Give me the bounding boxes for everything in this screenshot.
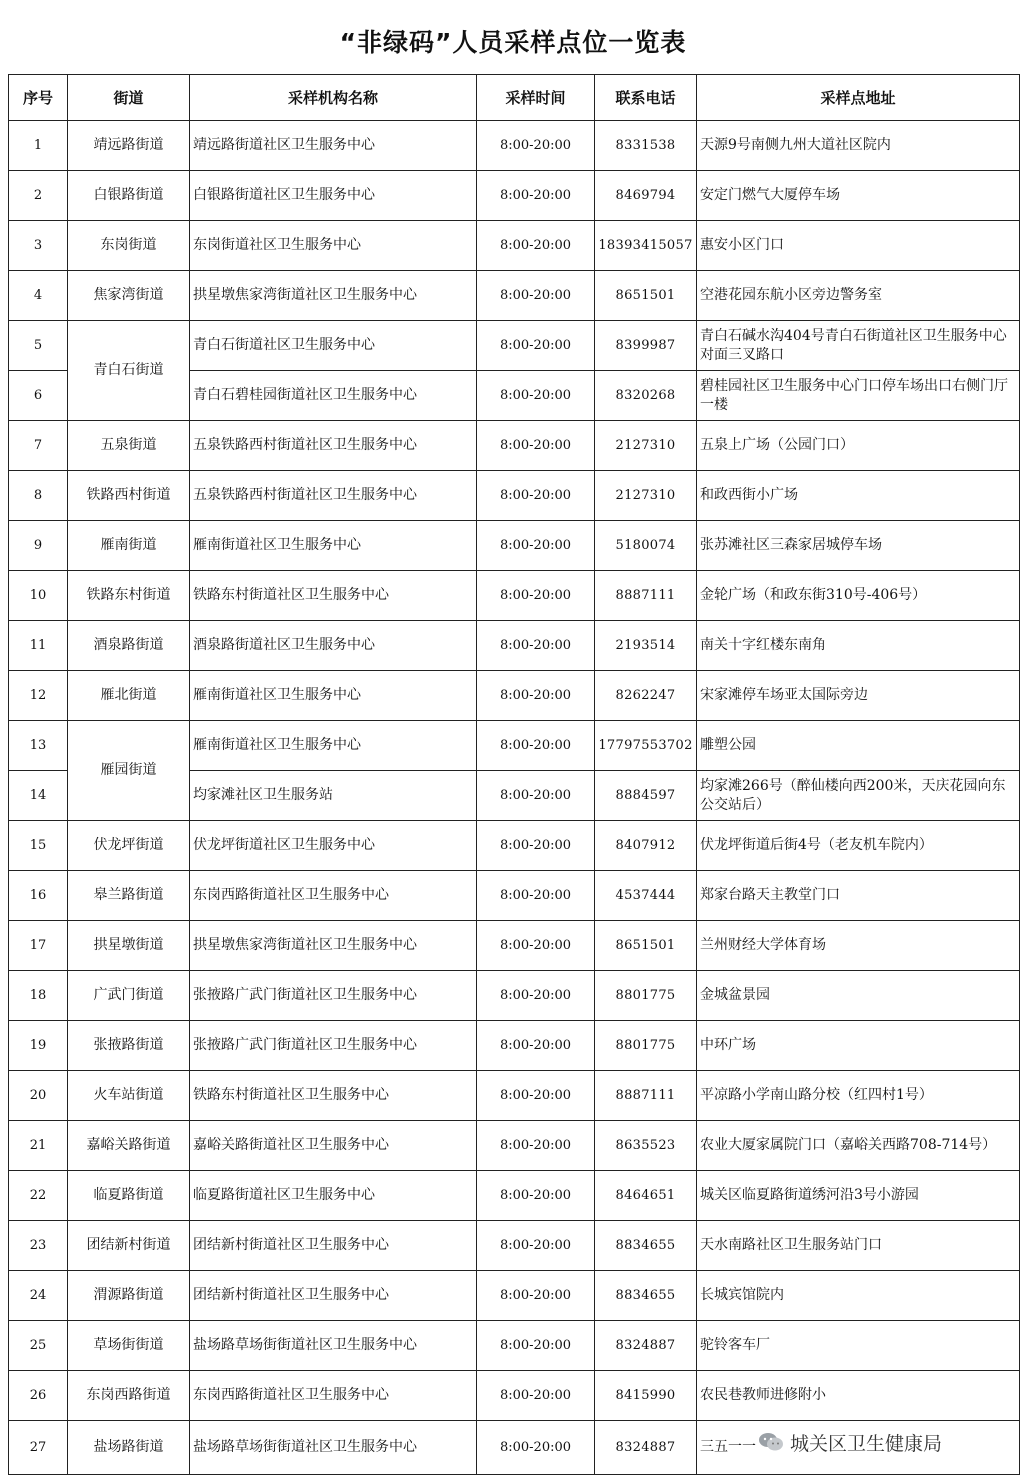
cell-org: 团结新村街道社区卫生服务中心: [190, 1271, 477, 1321]
cell-time: 8:00-20:00: [477, 521, 595, 571]
cell-org: 雁南街道社区卫生服务中心: [190, 721, 477, 771]
cell-phone: 8320268: [595, 371, 697, 421]
table-row: [9, 1271, 1020, 1321]
cell-address: 三五一一: [697, 1421, 1020, 1475]
cell-street: 拱星墩街道: [68, 921, 190, 971]
table-row: [9, 821, 1020, 871]
table-row: [9, 671, 1020, 721]
cell-time: 8:00-20:00: [477, 171, 595, 221]
cell-street: 东岗西路街道: [68, 1371, 190, 1421]
cell-time: 8:00-20:00: [477, 371, 595, 421]
cell-address: 金轮广场（和政东街310号-406号）: [697, 571, 1020, 621]
cell-org: 白银路街道社区卫生服务中心: [190, 171, 477, 221]
header-no: 序号: [9, 75, 68, 121]
cell-phone: 4537444: [595, 871, 697, 921]
cell-street: 五泉街道: [68, 421, 190, 471]
cell-street: 焦家湾街道: [68, 271, 190, 321]
cell-address: 农民巷教师进修附小: [697, 1371, 1020, 1421]
cell-phone: 18393415057: [595, 221, 697, 271]
table-row: [9, 921, 1020, 971]
cell-address: 和政西街小广场: [697, 471, 1020, 521]
cell-street: 雁北街道: [68, 671, 190, 721]
page-title: “非绿码”人员采样点位一览表: [339, 28, 687, 57]
cell-time: 8:00-20:00: [477, 321, 595, 371]
cell-org: 东岗西路街道社区卫生服务中心: [190, 1371, 477, 1421]
cell-address: 天水南路社区卫生服务站门口: [697, 1221, 1020, 1271]
title-bar: [8, 8, 1018, 74]
cell-phone: 17797553702: [595, 721, 697, 771]
cell-phone: 8834655: [595, 1271, 697, 1321]
table-row: [9, 521, 1020, 571]
cell-street: 靖远路街道: [68, 121, 190, 171]
cell-street: 东岗街道: [68, 221, 190, 271]
header-time: 采样时间: [477, 75, 595, 121]
table-row: [9, 1371, 1020, 1421]
cell-address: 伏龙坪街道后街4号（老友机车院内）: [697, 821, 1020, 871]
cell-street: 铁路西村街道: [68, 471, 190, 521]
cell-org: 拱星墩焦家湾街道社区卫生服务中心: [190, 921, 477, 971]
header-address: 采样点地址: [697, 75, 1020, 121]
cell-org: 东岗西路街道社区卫生服务中心: [190, 871, 477, 921]
cell-time: 8:00-20:00: [477, 221, 595, 271]
table-row: [9, 1321, 1020, 1371]
cell-no: 25: [9, 1321, 68, 1371]
cell-address: 平凉路小学南山路分校（红四村1号）: [697, 1071, 1020, 1121]
cell-no: 3: [9, 221, 68, 271]
cell-address: 雕塑公园: [697, 721, 1020, 771]
table-row: [9, 1171, 1020, 1221]
cell-time: 8:00-20:00: [477, 421, 595, 471]
cell-address: 中环广场: [697, 1021, 1020, 1071]
cell-address: 张苏滩社区三森家居城停车场: [697, 521, 1020, 571]
cell-address: 驼铃客车厂: [697, 1321, 1020, 1371]
cell-no: 15: [9, 821, 68, 871]
cell-time: 8:00-20:00: [477, 1321, 595, 1371]
cell-phone: 8399987: [595, 321, 697, 371]
cell-org: 盐场路草场街街道社区卫生服务中心: [190, 1321, 477, 1371]
cell-org: 靖远路街道社区卫生服务中心: [190, 121, 477, 171]
cell-org: 伏龙坪街道社区卫生服务中心: [190, 821, 477, 871]
cell-address: 空港花园东航小区旁边警务室: [697, 271, 1020, 321]
cell-phone: 8887111: [595, 1071, 697, 1121]
cell-phone: 2127310: [595, 471, 697, 521]
cell-no: 1: [9, 121, 68, 171]
cell-street: 广武门街道: [68, 971, 190, 1021]
cell-org: 盐场路草场街街道社区卫生服务中心: [190, 1421, 477, 1475]
cell-no: 26: [9, 1371, 68, 1421]
cell-no: 23: [9, 1221, 68, 1271]
table-row: [9, 271, 1020, 321]
cell-time: 8:00-20:00: [477, 1121, 595, 1171]
cell-time: 8:00-20:00: [477, 571, 595, 621]
cell-no: 12: [9, 671, 68, 721]
cell-time: 8:00-20:00: [477, 771, 595, 821]
cell-no: 24: [9, 1271, 68, 1321]
cell-phone: 8324887: [595, 1321, 697, 1371]
cell-address: 金城盆景园: [697, 971, 1020, 1021]
cell-org: 酒泉路街道社区卫生服务中心: [190, 621, 477, 671]
cell-no: 11: [9, 621, 68, 671]
cell-org: 铁路东村街道社区卫生服务中心: [190, 571, 477, 621]
table-row: [9, 971, 1020, 1021]
table-row: [9, 221, 1020, 271]
cell-time: 8:00-20:00: [477, 671, 595, 721]
cell-address: 农业大厦家属院门口（嘉峪关西路708-714号）: [697, 1121, 1020, 1171]
cell-address: 长城宾馆院内: [697, 1271, 1020, 1321]
cell-street: 青白石街道: [68, 321, 190, 421]
cell-phone: 8801775: [595, 1021, 697, 1071]
cell-street: 草场街街道: [68, 1321, 190, 1371]
cell-org: 雁南街道社区卫生服务中心: [190, 521, 477, 571]
cell-no: 22: [9, 1171, 68, 1221]
cell-phone: 5180074: [595, 521, 697, 571]
cell-time: 8:00-20:00: [477, 1071, 595, 1121]
cell-street: 临夏路街道: [68, 1171, 190, 1221]
cell-no: 4: [9, 271, 68, 321]
cell-time: 8:00-20:00: [477, 821, 595, 871]
table-row: [9, 571, 1020, 621]
cell-time: 8:00-20:00: [477, 1171, 595, 1221]
table-row: [9, 471, 1020, 521]
cell-time: 8:00-20:00: [477, 471, 595, 521]
table-row: [9, 1071, 1020, 1121]
cell-street: 伏龙坪街道: [68, 821, 190, 871]
cell-no: 10: [9, 571, 68, 621]
sampling-sites-table: [8, 74, 1020, 1475]
cell-org: 均家滩社区卫生服务站: [190, 771, 477, 821]
cell-street: 铁路东村街道: [68, 571, 190, 621]
table-row: [9, 421, 1020, 471]
cell-address: 南关十字红楼东南角: [697, 621, 1020, 671]
cell-no: 16: [9, 871, 68, 921]
cell-street: 雁园街道: [68, 721, 190, 821]
cell-phone: 8324887: [595, 1421, 697, 1475]
cell-phone: 8407912: [595, 821, 697, 871]
cell-phone: 2127310: [595, 421, 697, 471]
header-street: 街道: [68, 75, 190, 121]
cell-phone: 8262247: [595, 671, 697, 721]
cell-street: 酒泉路街道: [68, 621, 190, 671]
cell-phone: 8415990: [595, 1371, 697, 1421]
table-header-row: [9, 75, 1020, 121]
cell-org: 铁路东村街道社区卫生服务中心: [190, 1071, 477, 1121]
watermark: [758, 1426, 942, 1458]
cell-street: 张掖路街道: [68, 1021, 190, 1071]
cell-no: 18: [9, 971, 68, 1021]
cell-phone: 8651501: [595, 921, 697, 971]
cell-street: 白银路街道: [68, 171, 190, 221]
cell-street: 雁南街道: [68, 521, 190, 571]
cell-phone: 8834655: [595, 1221, 697, 1271]
header-org: 采样机构名称: [190, 75, 477, 121]
cell-time: 8:00-20:00: [477, 1221, 595, 1271]
cell-phone: 8331538: [595, 121, 697, 171]
table-row: [9, 721, 1020, 771]
cell-phone: 8464651: [595, 1171, 697, 1221]
table-row: [9, 321, 1020, 371]
table-row: [9, 121, 1020, 171]
table-row: [9, 871, 1020, 921]
cell-phone: 2193514: [595, 621, 697, 671]
table-body: [9, 121, 1020, 1475]
cell-street: 团结新村街道: [68, 1221, 190, 1271]
table-row: [9, 171, 1020, 221]
cell-org: 青白石街道社区卫生服务中心: [190, 321, 477, 371]
cell-address: 城关区临夏路街道绣河沿3号小游园: [697, 1171, 1020, 1221]
wechat-icon: [758, 1431, 784, 1453]
cell-org: 五泉铁路西村街道社区卫生服务中心: [190, 421, 477, 471]
cell-time: 8:00-20:00: [477, 921, 595, 971]
cell-no: 27: [9, 1421, 68, 1475]
cell-time: 8:00-20:00: [477, 721, 595, 771]
cell-org: 东岗街道社区卫生服务中心: [190, 221, 477, 271]
cell-street: 盐场路街道: [68, 1421, 190, 1475]
cell-street: 火车站街道: [68, 1071, 190, 1121]
cell-no: 17: [9, 921, 68, 971]
cell-phone: 8884597: [595, 771, 697, 821]
cell-phone: 8469794: [595, 171, 697, 221]
table-row: [9, 621, 1020, 671]
cell-no: 13: [9, 721, 68, 771]
cell-no: 6: [9, 371, 68, 421]
cell-time: 8:00-20:00: [477, 1421, 595, 1475]
watermark-text: 城关区卫生健康局: [790, 1432, 943, 1455]
cell-time: 8:00-20:00: [477, 1271, 595, 1321]
cell-time: 8:00-20:00: [477, 871, 595, 921]
cell-address: 兰州财经大学体育场: [697, 921, 1020, 971]
cell-org: 五泉铁路西村街道社区卫生服务中心: [190, 471, 477, 521]
cell-address: 惠安小区门口: [697, 221, 1020, 271]
cell-no: 14: [9, 771, 68, 821]
cell-address: 天源9号南侧九州大道社区院内: [697, 121, 1020, 171]
cell-org: 张掖路广武门街道社区卫生服务中心: [190, 1021, 477, 1071]
cell-org: 临夏路街道社区卫生服务中心: [190, 1171, 477, 1221]
cell-address: 郑家台路天主教堂门口: [697, 871, 1020, 921]
cell-time: 8:00-20:00: [477, 271, 595, 321]
cell-time: 8:00-20:00: [477, 121, 595, 171]
header-phone: 联系电话: [595, 75, 697, 121]
cell-street: 皋兰路街道: [68, 871, 190, 921]
cell-address: 宋家滩停车场亚太国际旁边: [697, 671, 1020, 721]
cell-address: 青白石碱水沟404号青白石街道社区卫生服务中心对面三叉路口: [697, 321, 1020, 371]
cell-no: 2: [9, 171, 68, 221]
cell-org: 张掖路广武门街道社区卫生服务中心: [190, 971, 477, 1021]
cell-no: 7: [9, 421, 68, 471]
cell-org: 拱星墩焦家湾街道社区卫生服务中心: [190, 271, 477, 321]
cell-phone: 8887111: [595, 571, 697, 621]
cell-address: 碧桂园社区卫生服务中心门口停车场出口右侧门厅一楼: [697, 371, 1020, 421]
cell-address: 均家滩266号（醉仙楼向西200米，天庆花园向东公交站后）: [697, 771, 1020, 821]
cell-time: 8:00-20:00: [477, 1021, 595, 1071]
cell-org: 雁南街道社区卫生服务中心: [190, 671, 477, 721]
cell-address: 五泉上广场（公园门口）: [697, 421, 1020, 471]
cell-address: 安定门燃气大厦停车场: [697, 171, 1020, 221]
table-row: [9, 1121, 1020, 1171]
cell-time: 8:00-20:00: [477, 621, 595, 671]
cell-phone: 8801775: [595, 971, 697, 1021]
cell-no: 21: [9, 1121, 68, 1171]
cell-org: 嘉峪关路街道社区卫生服务中心: [190, 1121, 477, 1171]
cell-time: 8:00-20:00: [477, 1371, 595, 1421]
cell-org: 团结新村街道社区卫生服务中心: [190, 1221, 477, 1271]
cell-no: 8: [9, 471, 68, 521]
table-row: [9, 1021, 1020, 1071]
cell-org: 青白石碧桂园街道社区卫生服务中心: [190, 371, 477, 421]
cell-no: 9: [9, 521, 68, 571]
cell-street: 嘉峪关路街道: [68, 1121, 190, 1171]
cell-no: 20: [9, 1071, 68, 1121]
cell-phone: 8651501: [595, 271, 697, 321]
cell-no: 19: [9, 1021, 68, 1071]
cell-no: 5: [9, 321, 68, 371]
cell-phone: 8635523: [595, 1121, 697, 1171]
cell-time: 8:00-20:00: [477, 971, 595, 1021]
table-row: [9, 1221, 1020, 1271]
cell-street: 渭源路街道: [68, 1271, 190, 1321]
